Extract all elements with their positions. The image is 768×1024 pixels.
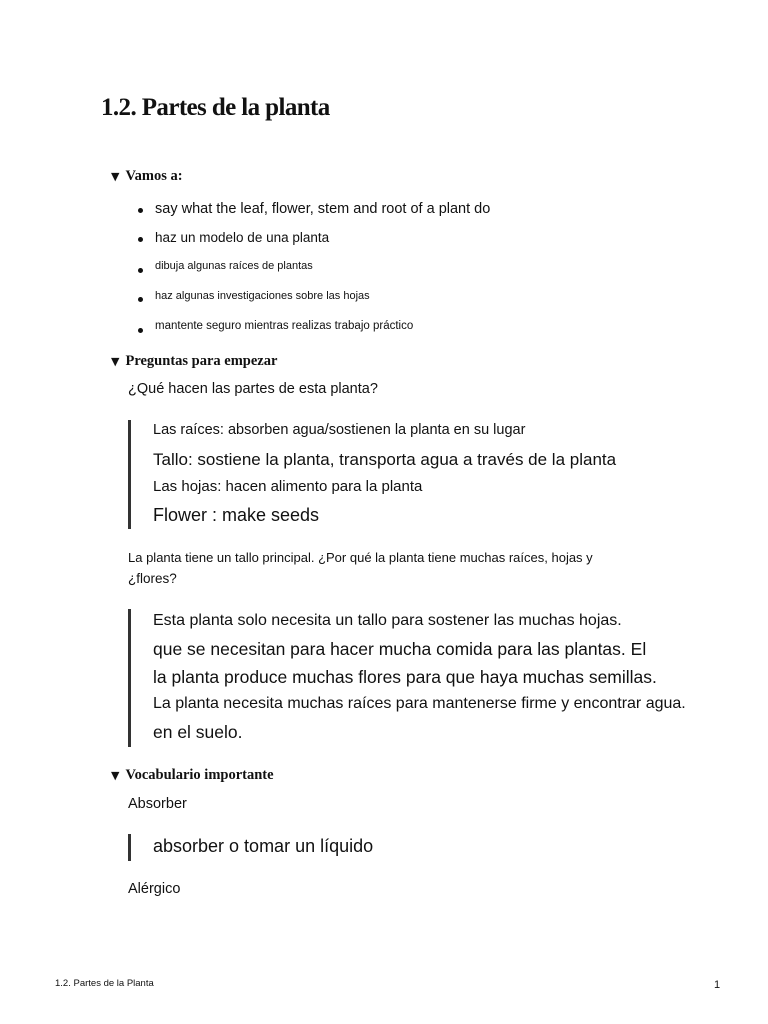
section-heading-vocabulario: Vocabulario importante [125,767,274,783]
answer-line: La planta necesita muchas raíces para mantenerse firme y encontrar agua. [153,695,686,712]
answer-line: en el suelo. [153,722,243,742]
bullet-icon [138,328,143,333]
disclosure-triangle-icon: ▼ [111,170,120,183]
bullet-icon [138,208,143,213]
disclosure-triangle-icon: ▼ [111,769,120,782]
answer-line: la planta produce muchas flores para que haya muchas semillas. [153,667,657,687]
bullet-icon [138,237,143,242]
footer-title: 1.2. Partes de la Planta [55,978,154,989]
disclosure-triangle-icon: ▼ [111,355,120,368]
answer-blockquote [128,420,617,529]
answer-line: que se necesitan para hacer mucha comida para las plantas. El [153,639,647,659]
document-page: 1.2. Partes de la planta ▼ Vamos a: say what the leaf, flower, stem and root of a plant do haz un modelo de una planta dibuja algunas raíces de plantas haz algunas investigaciones sobre las hojas mantente seguro mientras realizas trabajo práctico ▼ Preguntas para empezar ¿Qué hacen las partes de esta planta? Las raíces: absorben agua/sostienen la planta en su lugar Tallo: sostiene la planta, transporta agua a través de la planta Las hojas: hacen alimento para la planta Flower : make seeds La planta tiene un tallo principal. ¿Por qué la planta tiene muchas raíces, hojas y ¿flores? Esta planta solo necesita un tallo para sostener las muchas hojas. que se necesitan para hacer mucha comida para las plantas. El la planta produce muchas flores para que haya muchas semillas. La planta necesita muchas raíces para mantenerse firme y encontrar agua. en el suelo. ▼ Vocabulario importante Absorber absorber o tomar un líquido Alérgico 1.2. Partes de la Planta 1 [55,94,721,991]
answer-line: Flower : make seeds [153,505,320,525]
question-text: ¿flores? [128,571,177,586]
section-heading-vamos: Vamos a: [125,168,183,184]
vocabulary-term: Absorber [128,796,187,812]
answer-line: Tallo: sostiene la planta, transporta agua a través de la planta [153,450,617,469]
definition-line: absorber o tomar un líquido [153,836,374,856]
vocabulary-term: Alérgico [128,881,181,897]
answer-line: Las raíces: absorben agua/sostienen la planta en su lugar [153,422,526,438]
definition-blockquote [128,834,374,861]
bullet-icon [138,297,143,302]
section-toggle-vamos[interactable] [111,168,183,185]
question-text: La planta tiene un tallo principal. ¿Por qué la planta tiene muchas raíces, hojas y [128,550,593,565]
section-toggle-preguntas[interactable] [111,353,277,370]
section-heading-preguntas: Preguntas para empezar [125,353,278,369]
bullet-icon [138,268,143,273]
answer-line: Esta planta solo necesita un tallo para sostener las muchas hojas. [153,612,622,629]
answer-line: Las hojas: hacen alimento para la planta [153,478,423,495]
page-title: 1.2. Partes de la planta [101,94,330,121]
question-text: ¿Qué hacen las partes de esta planta? [128,381,378,397]
page-number: 1 [714,979,721,991]
section-toggle-vocabulario[interactable] [111,767,274,784]
answer-blockquote [128,609,686,747]
